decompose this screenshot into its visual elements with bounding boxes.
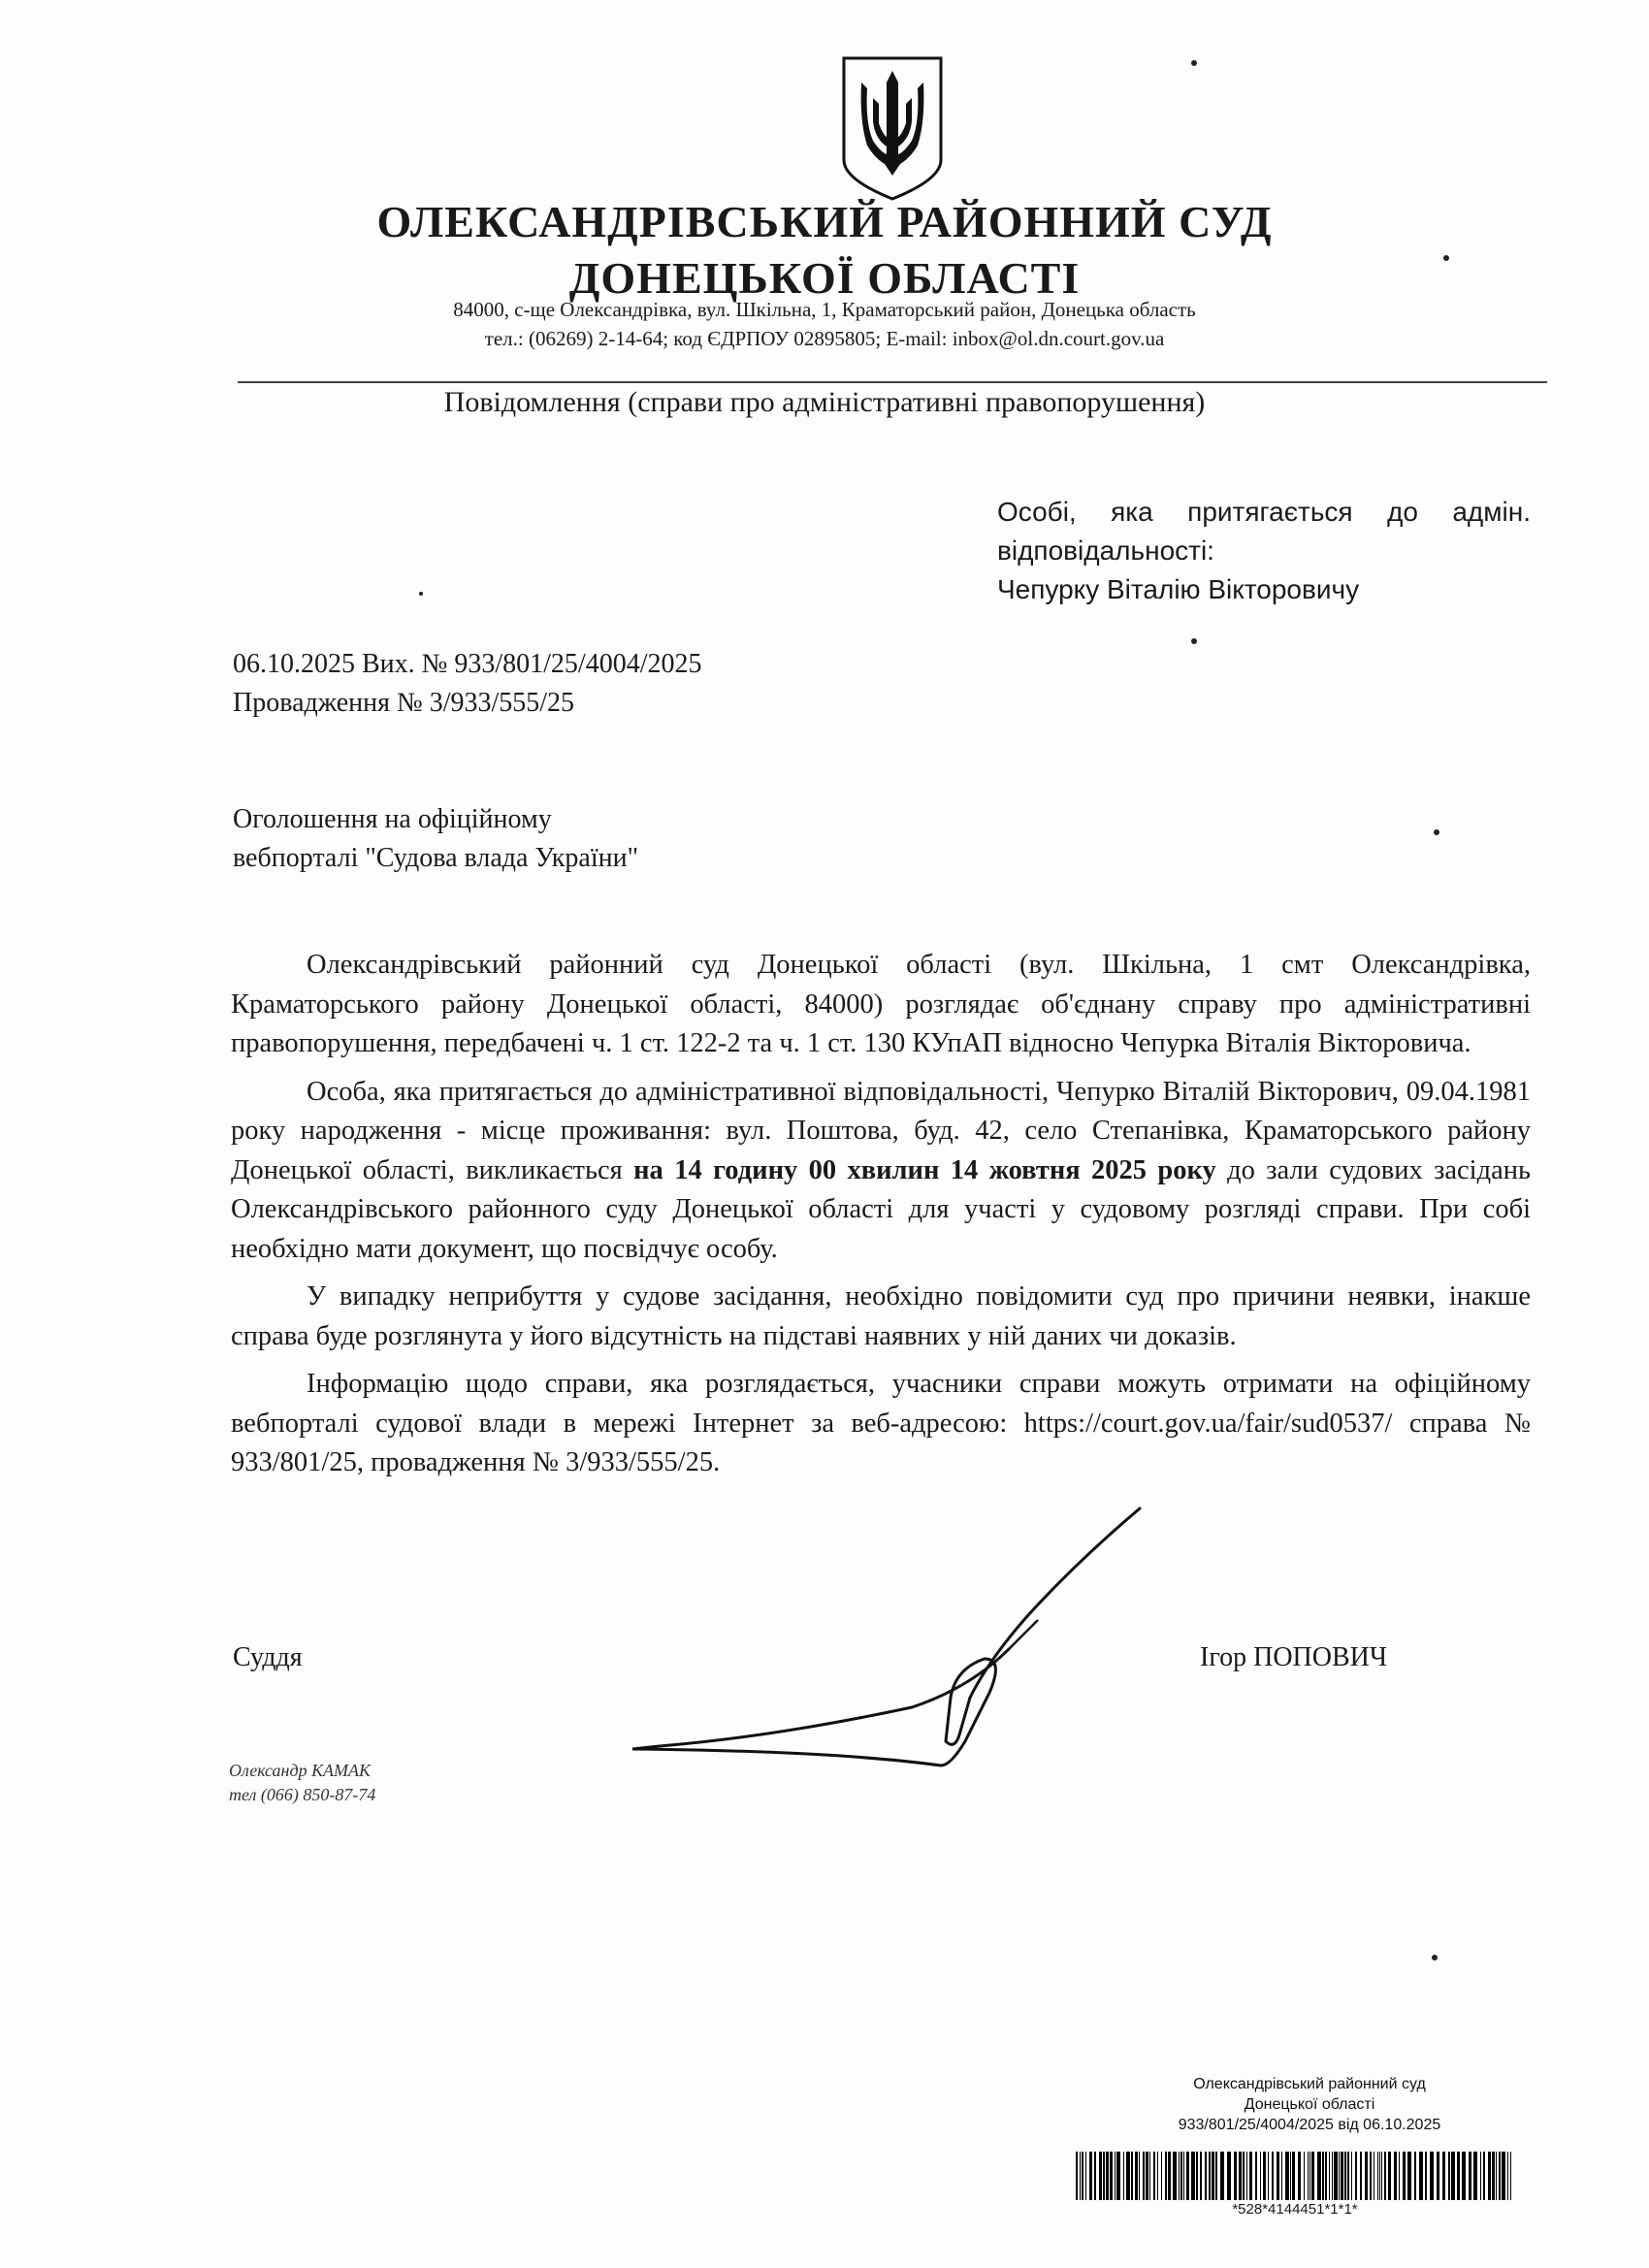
stamp-line2: Донецької області bbox=[1244, 2096, 1375, 2113]
announcement-line2: вебпорталі "Судова влада України" bbox=[233, 843, 639, 873]
stamp-line1: Олександрівський районний суд bbox=[1193, 2076, 1426, 2092]
signer-role: Суддя bbox=[233, 1642, 303, 1672]
paragraph-2 bbox=[231, 1073, 1531, 1270]
stamp-line3: 933/801/25/4004/2025 від 06.10.2025 bbox=[1178, 2117, 1441, 2133]
court-name bbox=[0, 194, 1649, 307]
scan-speck bbox=[1191, 638, 1197, 644]
scan-speck bbox=[1191, 60, 1197, 66]
notice-title: Повідомлення (справи про адміністративні правопорушення) bbox=[443, 386, 1206, 418]
recipient-block bbox=[997, 493, 1531, 609]
announcement-line1: Оголошення на офіційному bbox=[233, 804, 552, 834]
barcode-icon bbox=[1074, 2152, 1516, 2200]
scan-speck bbox=[1432, 1955, 1438, 1960]
scan-speck bbox=[1434, 829, 1439, 835]
executor-phone: тел (066) 850-87-74 bbox=[229, 1785, 376, 1804]
executor-block bbox=[229, 1759, 375, 1807]
announcement-block bbox=[233, 800, 638, 878]
court-address: 84000, с-ще Олександрівка, вул. Шкільна, 1, Краматорський район, Донецька область bbox=[453, 298, 1196, 321]
paragraph-2-text-a: Особа, яка притягається до адміністративної відповідальності, Чепурко Віталій Вікторович, 09.04.1981 року народження - місце проживання: вул. Поштова, буд. 42, село Степанівка, Краматорського району Донецької області, викликається bbox=[231, 1076, 1531, 1185]
paragraph-3: У випадку неприбуття у судове засідання, необхідно повідомити суд про причини неявки, інакше справа буде розглянута у його відсутність на підставі наявних у ній даних чи доказів. bbox=[231, 1281, 1531, 1351]
court-name-line2: ДОНЕЦЬКОЇ ОБЛАСТІ bbox=[568, 253, 1081, 303]
reference-block bbox=[233, 645, 702, 723]
signer-name: Ігор ПОПОВИЧ bbox=[1200, 1642, 1388, 1672]
scan-speck bbox=[419, 592, 423, 596]
executor-name: Олександр КАМАК bbox=[229, 1761, 371, 1780]
trident-emblem-icon bbox=[834, 53, 951, 204]
scan-speck bbox=[1443, 255, 1449, 261]
recipient-line1: Особі, яка притягається до адмін. bbox=[997, 497, 1531, 527]
notice-body bbox=[231, 946, 1531, 1492]
court-contacts: тел.: (06269) 2-14-64; код ЄДРПОУ 02895805; E-mail: inbox@ol.dn.court.gov.ua bbox=[484, 327, 1165, 350]
proceeding-number: Провадження № 3/933/555/25 bbox=[233, 688, 575, 718]
recipient-line2: відповідальності: bbox=[997, 535, 1214, 566]
recipient-name: Чепурку Віталію Вікторовичу bbox=[997, 574, 1360, 604]
hearing-datetime: на 14 годину 00 хвилин 14 жовтня 2025 року bbox=[633, 1154, 1216, 1185]
paragraph-2-text-b: до зали судових засідань Олександрівського районного суду Донецької області для участі у судовому розгляді справи. При собі необхідно мати документ, що посвідчує особу. bbox=[231, 1154, 1531, 1264]
court-name-line1: ОЛЕКСАНДРІВСЬКИЙ РАЙОННИЙ СУД bbox=[376, 197, 1273, 246]
handwritten-signature-icon bbox=[621, 1504, 1154, 1785]
paragraph-1: Олександрівський районний суд Донецької області (вул. Шкільна, 1 смт Олександрівка, Краматорського району Донецької області, 84000) розглядає об'єднану справу про адміністративні правопорушення, передбачені ч. 1 ст. 122-2 та ч. 1 ст. 130 КУпАП відносно Чепурка Віталія Вікторовича. bbox=[231, 950, 1531, 1058]
paragraph-4: Інформацію щодо справи, яка розглядається, учасники справи можуть отримати на офіційному вебпорталі судової влади в мережі Інтернет за веб-адресою: https://court.gov.ua/fair/sud0537/ справа № 933/801/25, провадження № 3/933/555/25. bbox=[231, 1369, 1531, 1477]
registry-stamp bbox=[1116, 2074, 1504, 2135]
outgoing-number: 06.10.2025 Вих. № 933/801/25/4004/2025 bbox=[233, 649, 702, 679]
barcode-number: *528*4144451*1*1* bbox=[1232, 2201, 1358, 2218]
